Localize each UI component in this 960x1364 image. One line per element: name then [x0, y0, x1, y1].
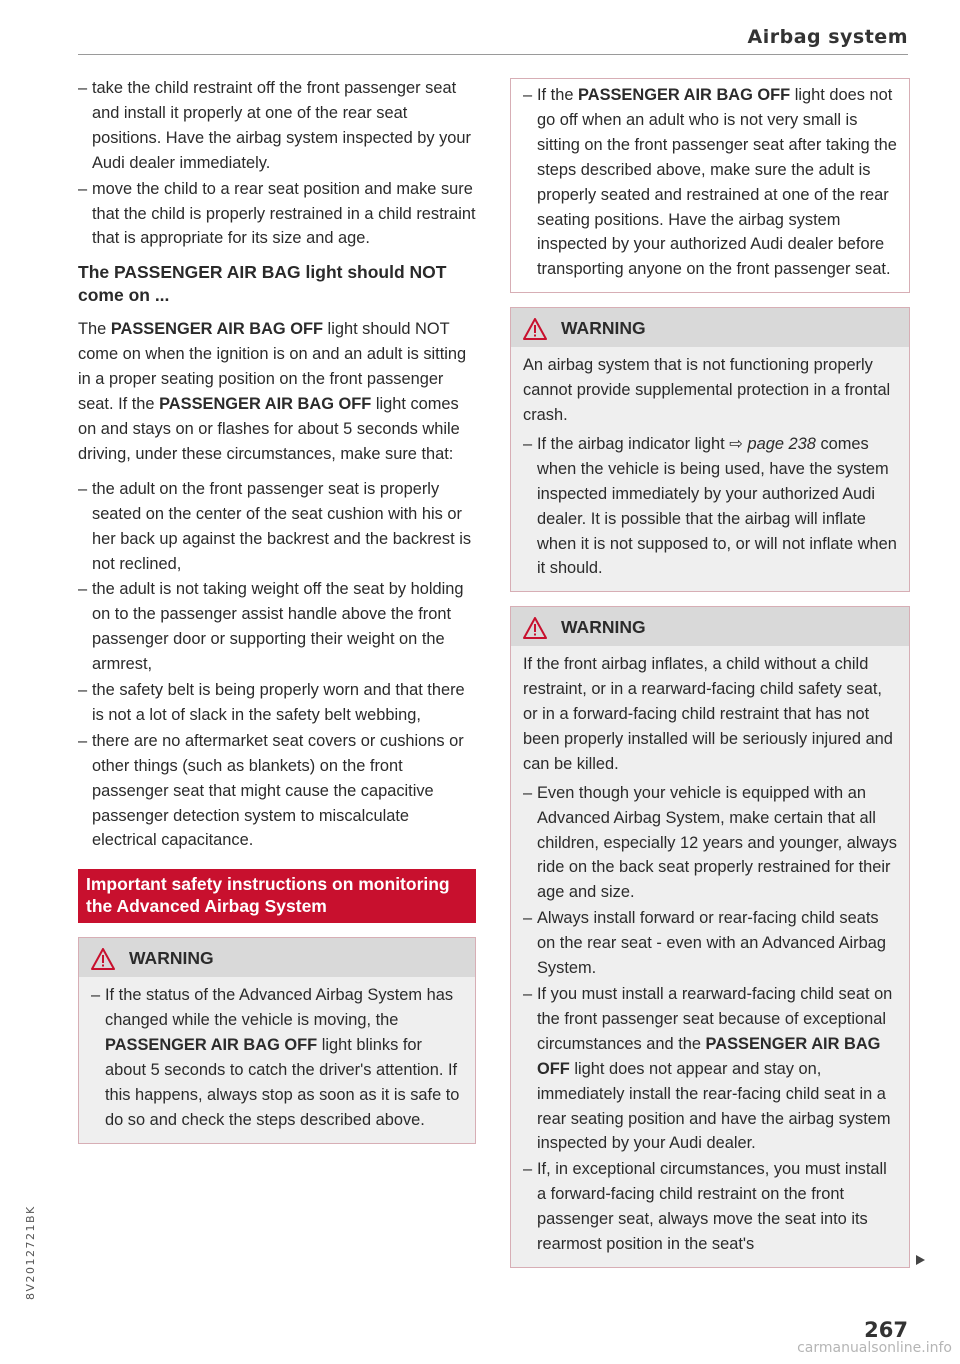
warning-intro: If the front airbag inflates, a child without a child restraint, or in a rearward-facing child safety seat, or in a forward-facing child restraint that has not been properly installed will be seriously injured and can be killed.	[523, 655, 893, 773]
list-item: – If the airbag indicator light ⇨ page 238 comes when the vehicle is being used, have the system inspected immediately by your authorized Audi dealer. It is possible that the airbag will inflate when it is not supposed to, or will not inflate when it should.	[523, 432, 897, 581]
list-item: – Always install forward or rear-facing child seats on the rear seat - even with an Advanced Airbag System.	[523, 906, 897, 981]
list-item: – Even though your vehicle is equipped with an Advanced Airbag System, make certain that all children, especially 12 years and younger, always ride on the back seat properly restrained for their age and size.	[523, 781, 897, 906]
list-item: – the adult on the front passenger seat is properly seated on the center of the seat cushion with his or her back up against the backrest and the backrest is not reclined,	[78, 477, 476, 577]
warning-body	[511, 646, 909, 1267]
condition-list	[78, 477, 476, 854]
list-item: – If, in exceptional circumstances, you must install a forward-facing child restraint on the front passenger seat, always move the seat into its rearmost position in the seat's	[523, 1157, 897, 1257]
warning-box	[510, 606, 910, 1268]
header-divider	[78, 54, 908, 55]
continue-arrow-icon	[914, 1253, 926, 1265]
warning-list	[91, 983, 463, 1132]
left-column	[78, 76, 476, 1158]
list-item: – the safety belt is being properly worn and that there is not a lot of slack in the safety belt webbing,	[78, 678, 476, 728]
list-item: – take the child restraint off the front passenger seat and install it properly at one of the rear seat positions. Have the airbag system inspected by your Audi dealer immediately.	[78, 76, 476, 176]
warning-intro: An airbag system that is not functioning properly cannot provide supplemental protection in a frontal crash.	[523, 356, 891, 424]
warning-title: WARNING	[561, 318, 646, 339]
warning-title: WARNING	[129, 948, 214, 969]
warning-triangle-icon	[523, 617, 547, 639]
section-title: Airbag system	[747, 26, 908, 48]
note-list	[523, 83, 897, 282]
body-paragraph: The PASSENGER AIR BAG OFF light should NOT come on when the ignition is on and an adult is sitting in a proper seating position on the front passenger seat. If the PASSENGER AIR BAG OFF light comes on and stays on or flashes for about 5 seconds while driving, under these circumstances, make sure that:	[78, 320, 467, 463]
warning-box	[510, 307, 910, 592]
warning-box	[78, 937, 476, 1143]
list-item: – the adult is not taking weight off the seat by holding on to the passenger assist handle above the front passenger door or supporting their weight on the armrest,	[78, 577, 476, 677]
document-code: 8V2012721BK	[24, 1205, 37, 1300]
right-column	[510, 78, 910, 1268]
warning-body	[511, 347, 909, 591]
list-item: – If the status of the Advanced Airbag System has changed while the vehicle is moving, the PASSENGER AIR BAG OFF light blinks for about 5 seconds to catch the driver's attention. If this happens, always stop as soon as it is safe to do so and check the steps described above.	[91, 983, 463, 1132]
subheading: The PASSENGER AIR BAG light should NOT come on ...	[78, 262, 447, 306]
note-box	[510, 78, 910, 293]
list-item: – there are no aftermarket seat covers or cushions or other things (such as blankets) on the front passenger seat that might cause the capacitive passenger detection system to miscalculate electrical capacitance.	[78, 729, 476, 854]
watermark: carmanualsonline.info	[797, 1340, 952, 1356]
intro-list	[78, 76, 476, 251]
warning-title: WARNING	[561, 617, 646, 638]
warning-body	[79, 977, 475, 1142]
note-body	[511, 79, 909, 292]
list-item: – move the child to a rear seat position and make sure that the child is properly restrained in a child restraint that is appropriate for its size and age.	[78, 177, 476, 252]
list-item: – If you must install a rearward-facing child seat on the front passenger seat because of exceptional circumstances and the PASSENGER AIR BAG OFF light does not appear and stay on, immediately install the rear-facing child seat in a rear seating position and have the airbag system inspected by your Audi dealer.	[523, 982, 897, 1156]
page-number: 267	[864, 1318, 908, 1342]
warning-header	[511, 308, 909, 347]
page-reference-link[interactable]: ⇨ page 238	[729, 434, 816, 453]
warning-header	[511, 607, 909, 646]
section-heading: Important safety instructions on monitoring the Advanced Airbag System	[78, 869, 476, 923]
warning-list	[523, 432, 897, 581]
warning-triangle-icon	[91, 948, 115, 970]
list-item: – If the PASSENGER AIR BAG OFF light does not go off when an adult who is not very small is sitting on the front passenger seat after taking the steps described above, make sure the adult is properly seated and restrained at one of the rear seating positions. Have the airbag system inspected by your authorized Audi dealer before transporting anyone on the front passenger seat.	[523, 83, 897, 282]
warning-triangle-icon	[523, 318, 547, 340]
warning-header	[79, 938, 475, 977]
warning-list	[523, 781, 897, 1257]
